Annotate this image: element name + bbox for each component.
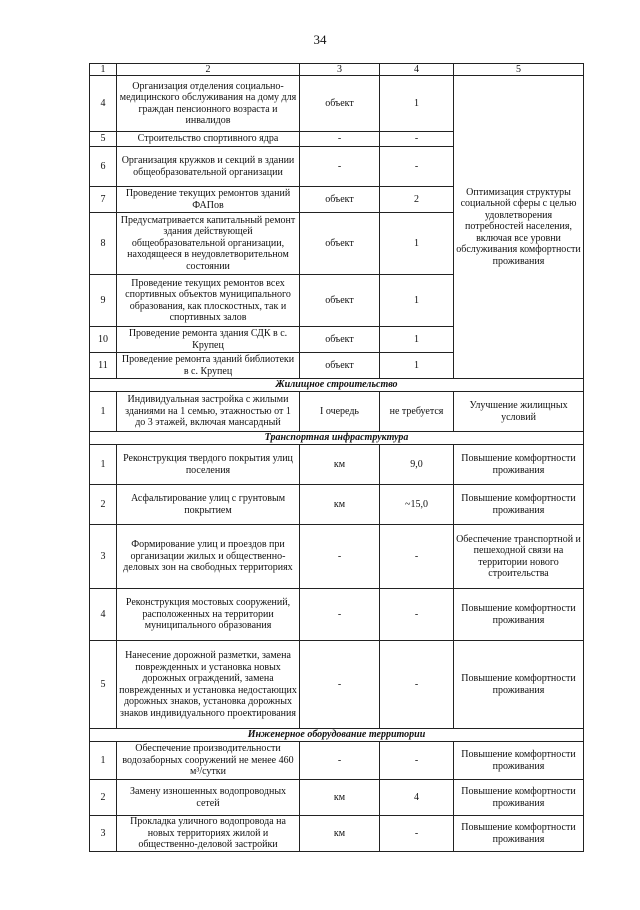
measure-unit: объект bbox=[300, 275, 380, 327]
row-number: 1 bbox=[90, 392, 117, 432]
measure-unit: объект bbox=[300, 327, 380, 353]
table-row bbox=[90, 780, 584, 816]
table-row bbox=[90, 641, 584, 729]
column-number: 4 bbox=[380, 64, 454, 76]
measure-unit: - bbox=[300, 589, 380, 641]
measure-name: Организация отделения социально-медицинского обслуживания на дому для граждан пенсионного возраста и инвалидов bbox=[117, 76, 300, 132]
section-title-housing: Жилищное строительство bbox=[90, 379, 584, 392]
table-row bbox=[90, 392, 584, 432]
section-title-transport: Транспортная инфраструктура bbox=[90, 432, 584, 445]
row-number: 2 bbox=[90, 485, 117, 525]
measure-value: - bbox=[380, 742, 454, 780]
measure-name: Организация кружков и секций в здании общеобразовательной организации bbox=[117, 147, 300, 187]
column-number: 3 bbox=[300, 64, 380, 76]
measure-name: Обеспечение производительности водозаборных сооружений не менее 460 м³/сутки bbox=[117, 742, 300, 780]
measure-unit: км bbox=[300, 780, 380, 816]
page-number: 34 bbox=[313, 32, 327, 47]
row-number: 1 bbox=[90, 445, 117, 485]
row-number: 2 bbox=[90, 780, 117, 816]
row-number: 4 bbox=[90, 76, 117, 132]
column-number-row bbox=[90, 64, 584, 76]
measure-value: 1 bbox=[380, 353, 454, 379]
measure-name: Индивидуальная застройка с жилыми зданиями на 1 семью, этажностью от 1 до 3 этажей, включая мансардный bbox=[117, 392, 300, 432]
measures-table bbox=[89, 63, 584, 852]
row-number: 10 bbox=[90, 327, 117, 353]
row-number: 1 bbox=[90, 742, 117, 780]
section-title-engineering: Инженерное оборудование территории bbox=[90, 729, 584, 742]
table-row bbox=[90, 76, 584, 132]
measure-goal: Повышение комфортности проживания bbox=[454, 742, 584, 780]
measure-value: 1 bbox=[380, 76, 454, 132]
goal-cell: Оптимизация структуры социальной сферы с целью удовлетворения потребностей населения, включая все уровни обслуживания комфортности проживания bbox=[454, 76, 584, 379]
measure-goal: Обеспечение транспортной и пешеходной связи на территории нового строительства bbox=[454, 525, 584, 589]
measure-name: Строительство спортивного ядра bbox=[117, 132, 300, 147]
measure-value: 1 bbox=[380, 213, 454, 275]
column-number: 5 bbox=[454, 64, 584, 76]
measure-unit: объект bbox=[300, 187, 380, 213]
measure-name: Предусматривается капитальный ремонт здания действующей общеобразовательной организации, находящееся в неудовлетворительном состоянии bbox=[117, 213, 300, 275]
measure-goal: Повышение комфортности проживания bbox=[454, 485, 584, 525]
measure-unit: объект bbox=[300, 76, 380, 132]
row-number: 4 bbox=[90, 589, 117, 641]
row-number: 9 bbox=[90, 275, 117, 327]
row-number: 6 bbox=[90, 147, 117, 187]
measure-value: - bbox=[380, 132, 454, 147]
measure-name: Реконструкция твердого покрытия улиц поселения bbox=[117, 445, 300, 485]
measure-value: 4 bbox=[380, 780, 454, 816]
measure-unit: - bbox=[300, 132, 380, 147]
column-number: 2 bbox=[117, 64, 300, 76]
measure-value: 2 bbox=[380, 187, 454, 213]
measure-name: Формирование улиц и проездов при организации жилых и общественно-деловых зон на свободных территориях bbox=[117, 525, 300, 589]
measure-name: Проведение ремонта здания СДК в с. Крупец bbox=[117, 327, 300, 353]
measure-value: ~15,0 bbox=[380, 485, 454, 525]
measure-unit: - bbox=[300, 641, 380, 729]
row-number: 11 bbox=[90, 353, 117, 379]
measure-name: Реконструкция мостовых сооружений, расположенных на территории муниципального образования bbox=[117, 589, 300, 641]
row-number: 3 bbox=[90, 525, 117, 589]
table-row bbox=[90, 742, 584, 780]
measure-unit: объект bbox=[300, 353, 380, 379]
row-number: 3 bbox=[90, 816, 117, 852]
measure-name: Проведение ремонта зданий библиотеки в с. Крупец bbox=[117, 353, 300, 379]
section-row bbox=[90, 432, 584, 445]
measure-value: 1 bbox=[380, 327, 454, 353]
measure-goal: Улучшение жилищных условий bbox=[454, 392, 584, 432]
measure-goal: Повышение комфортности проживания bbox=[454, 589, 584, 641]
measure-unit: - bbox=[300, 147, 380, 187]
measure-name: Прокладка уличного водопровода на новых территориях жилой и общественно-деловой застройки bbox=[117, 816, 300, 852]
measure-value: - bbox=[380, 525, 454, 589]
row-number: 5 bbox=[90, 641, 117, 729]
table-row bbox=[90, 485, 584, 525]
measure-name: Проведение текущих ремонтов всех спортивных объектов муниципального образования, как плоскостных, так и спортивных залов bbox=[117, 275, 300, 327]
measure-goal: Повышение комфортности проживания bbox=[454, 445, 584, 485]
measure-name: Асфальтирование улиц с грунтовым покрытием bbox=[117, 485, 300, 525]
measure-unit: км bbox=[300, 816, 380, 852]
measure-unit: км bbox=[300, 445, 380, 485]
measure-unit: объект bbox=[300, 213, 380, 275]
measure-value: не требуется bbox=[380, 392, 454, 432]
measure-goal: Повышение комфортности проживания bbox=[454, 780, 584, 816]
measure-goal: Повышение комфортности проживания bbox=[454, 816, 584, 852]
measure-value: 9,0 bbox=[380, 445, 454, 485]
measure-value: - bbox=[380, 589, 454, 641]
measure-value: - bbox=[380, 147, 454, 187]
measure-goal: Повышение комфортности проживания bbox=[454, 641, 584, 729]
table-row bbox=[90, 816, 584, 852]
table-row bbox=[90, 525, 584, 589]
measure-value: 1 bbox=[380, 275, 454, 327]
measure-name: Проведение текущих ремонтов зданий ФАПов bbox=[117, 187, 300, 213]
section-row bbox=[90, 379, 584, 392]
measure-unit: - bbox=[300, 742, 380, 780]
measure-unit: км bbox=[300, 485, 380, 525]
measure-unit: I очередь bbox=[300, 392, 380, 432]
row-number: 7 bbox=[90, 187, 117, 213]
column-number: 1 bbox=[90, 64, 117, 76]
measure-value: - bbox=[380, 816, 454, 852]
measure-name: Замену изношенных водопроводных сетей bbox=[117, 780, 300, 816]
row-number: 5 bbox=[90, 132, 117, 147]
section-row bbox=[90, 729, 584, 742]
measure-name: Нанесение дорожной разметки, замена поврежденных и установка новых дорожных ограждений, замена поврежденных и установка недостающих дорожных знаков, установка дорожных знаков индивидуального проектирования bbox=[117, 641, 300, 729]
measure-unit: - bbox=[300, 525, 380, 589]
row-number: 8 bbox=[90, 213, 117, 275]
table-row bbox=[90, 445, 584, 485]
measure-value: - bbox=[380, 641, 454, 729]
table-row bbox=[90, 589, 584, 641]
